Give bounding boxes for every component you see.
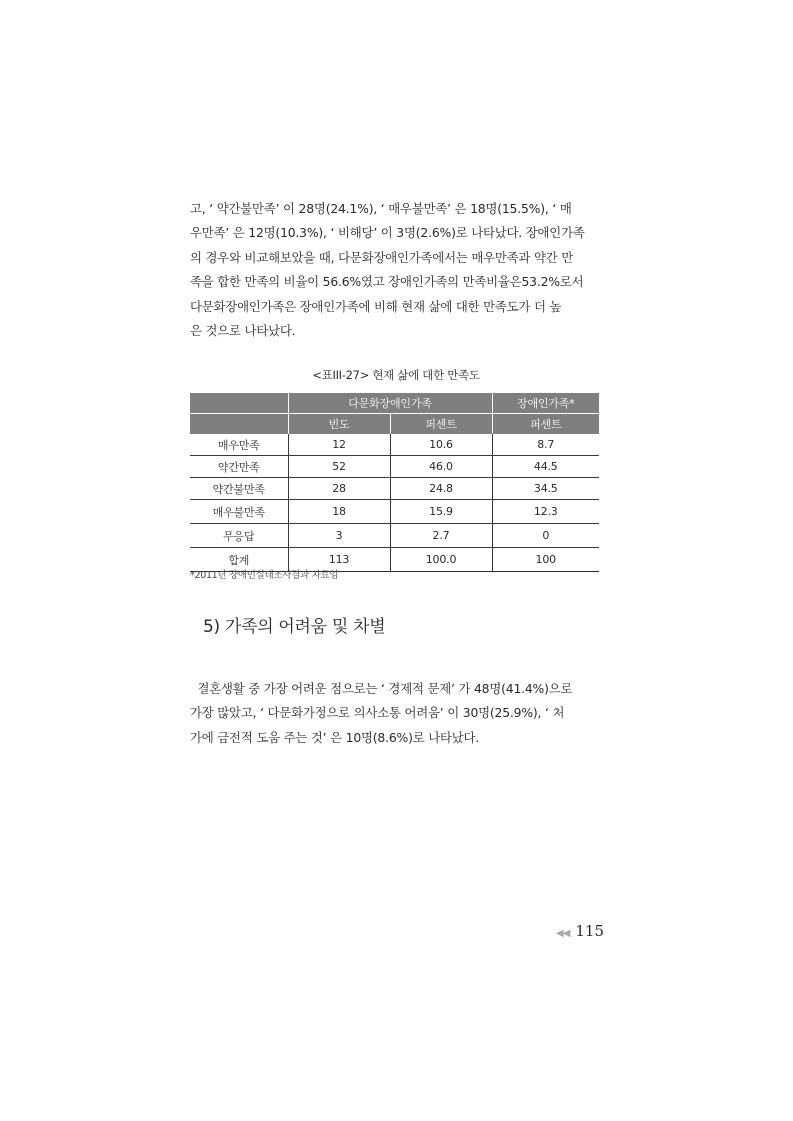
- section-heading: 5) 가족의 어려움 및 차별: [203, 617, 386, 637]
- table-row: [190, 434, 599, 456]
- table-cell: 28: [288, 478, 390, 500]
- row-label: 매우만족: [190, 434, 288, 456]
- table-cell: 12.3: [492, 500, 599, 524]
- paragraph-line: 가에 금전적 도움 주는 것’ 은 10명(8.6%)로 나타났다.: [190, 729, 480, 745]
- paragraph-line: 우만족’ 은 12명(10.3%), ‘ 비해당’ 이 3명(2.6%)로 나타났다. 장애인가족: [190, 225, 585, 241]
- table-cell: 113: [288, 548, 390, 572]
- table-cell: 10.6: [390, 434, 492, 456]
- header-blank: [190, 393, 288, 414]
- paragraph-line: 족을 합한 만족의 비율이 56.6%였고 장애인가족의 만족비율은53.2%로서: [190, 274, 584, 290]
- header-disabled-family: 장애인가족*: [492, 393, 599, 414]
- header-multicultural-disabled-family: 다문화장애인가족: [288, 393, 492, 414]
- table-cell: 15.9: [390, 500, 492, 524]
- page-footer: [556, 922, 604, 940]
- row-label: 약간불만족: [190, 478, 288, 500]
- satisfaction-table: [190, 393, 599, 572]
- paragraph-line: 은 것으로 나타났다.: [190, 323, 296, 339]
- table-footnote: *2011년 장애인실태조사결과 자료임: [190, 570, 339, 581]
- paragraph-line: 가장 많았고, ‘ 다문화가정으로 의사소통 어려움’ 이 30명(25.9%), ‘ 처: [190, 705, 565, 721]
- table-row: [190, 478, 599, 500]
- subheader-blank: [190, 414, 288, 435]
- body-paragraph-1: [190, 197, 602, 343]
- subheader-frequency: 빈도: [288, 414, 390, 435]
- paragraph-line: 의 경우와 비교해보았을 때, 다문화장애인가족에서는 매우만족과 약간 만: [190, 249, 573, 265]
- paragraph-line: 다문화장애인가족은 장애인가족에 비해 현재 삶에 대한 만족도가 더 높: [190, 298, 562, 314]
- table-cell: 18: [288, 500, 390, 524]
- page-number: 115: [575, 922, 605, 940]
- table-cell: 0: [492, 524, 599, 548]
- body-paragraph-2: [190, 677, 602, 750]
- double-left-arrow-icon: ◀◀: [556, 928, 570, 939]
- table-cell: 100: [492, 548, 599, 572]
- row-label: 무응답: [190, 524, 288, 548]
- subheader-percent: 퍼센트: [492, 414, 599, 435]
- table-group-header-row: [190, 393, 599, 414]
- table-cell: 44.5: [492, 456, 599, 478]
- subheader-percent: 퍼센트: [390, 414, 492, 435]
- table-row: [190, 500, 599, 524]
- table-cell: 46.0: [390, 456, 492, 478]
- table-cell: 3: [288, 524, 390, 548]
- table-sub-header-row: [190, 414, 599, 435]
- paragraph-line: 고, ‘ 약간불만족’ 이 28명(24.1%), ‘ 매우불만족’ 은 18명(15.5%), ‘ 매: [190, 201, 572, 216]
- row-label: 약간만족: [190, 456, 288, 478]
- row-label: 매우불만족: [190, 500, 288, 524]
- table-caption: <표III-27> 현재 삶에 대한 만족도: [312, 368, 480, 382]
- row-label: 합계: [190, 548, 288, 572]
- table-cell: 52: [288, 456, 390, 478]
- table-cell: 8.7: [492, 434, 599, 456]
- table-row: [190, 456, 599, 478]
- table-cell: 100.0: [390, 548, 492, 572]
- table-cell: 34.5: [492, 478, 599, 500]
- table-cell: 24.8: [390, 478, 492, 500]
- paragraph-line: 결혼생활 중 가장 어려운 점으로는 ‘ 경제적 문제’ 가 48명(41.4%)으로: [190, 681, 573, 696]
- table-row: [190, 524, 599, 548]
- table-cell: 2.7: [390, 524, 492, 548]
- table-cell: 12: [288, 434, 390, 456]
